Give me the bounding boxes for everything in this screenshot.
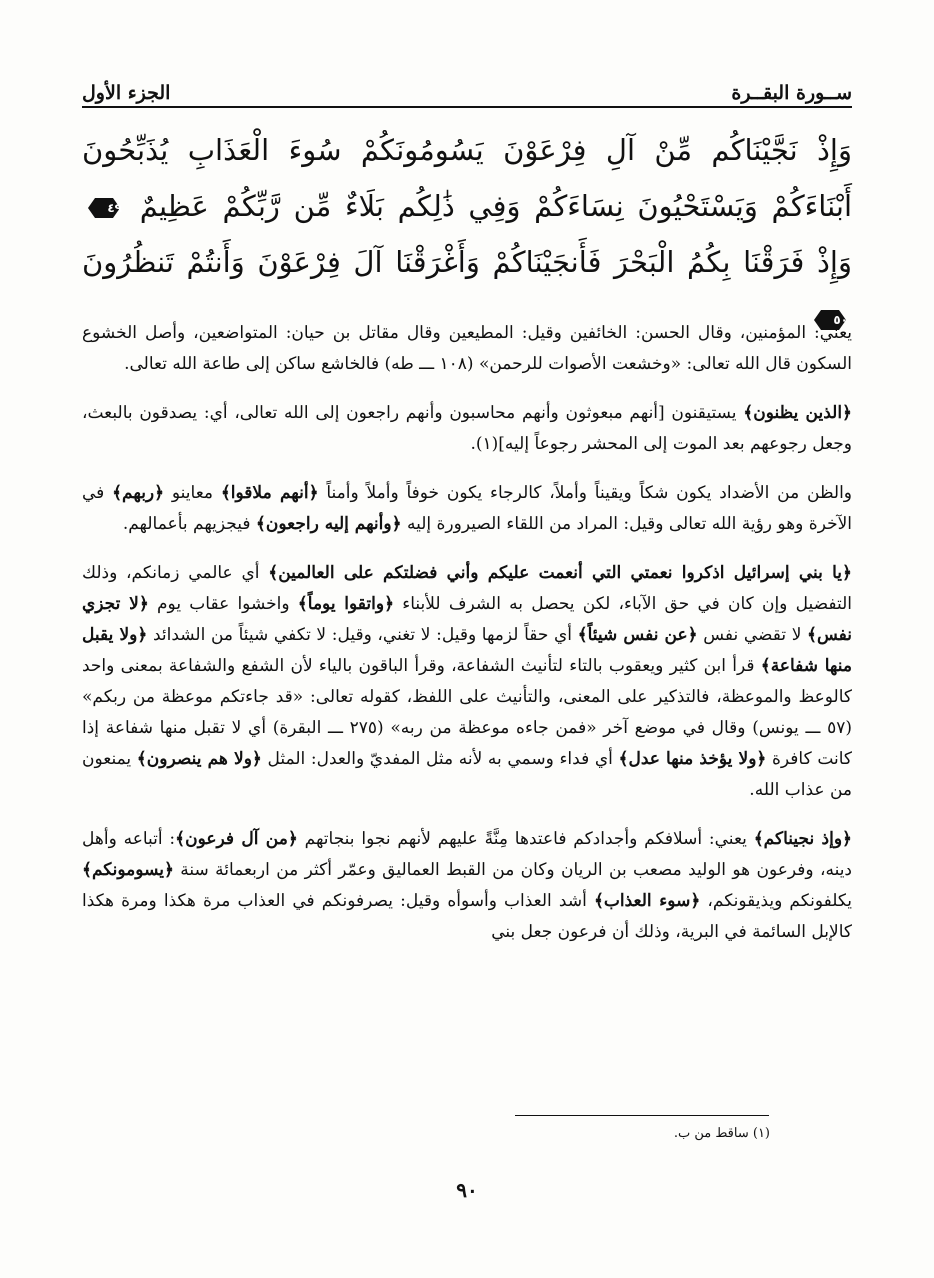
surah-title: ســورة البقــرة [731,82,852,104]
paragraph-zann: والظن من الأضداد يكون شكاً ويقيناً وأملاً، كالرجاء يكون خوفاً وأملاً وأمناً ﴿أنهم ملاقوا﴾ معاينو ﴿ربهم﴾ في الآخرة وهو رؤية الله تعالى وقيل: المراد من اللقاء الصيرورة إليه ﴿وأنهم إليه راجعون﴾ فيجزيهم بأعمالهم. [82,483,853,534]
quran-verses [82,122,852,346]
page-header [82,68,852,104]
footnote-rule [515,1115,769,1116]
header-rule [82,106,852,108]
part-title: الجزء الأول [82,82,171,104]
paragraph-yazunnun: ﴿الذين يظنون﴾ يستيقنون [أنهم مبعوثون وأنهم محاسبون وأنهم راجعون إلى الله تعالى، أي: يصدقون بالبعث، وجعل رجوعهم بعد الموت إلى المحشر رجوعاً إليه](١). [82,403,852,454]
ayah-number: ٤٩ [107,201,122,215]
commentary-body [82,318,852,948]
verse-text-50: وَإِذْ فَرَقْنَا بِكُمُ الْبَحْرَ فَأَنجَيْنَاكُمْ وَأَغْرَقْنَا آلَ فِرْعَوْنَ وَأَنتُمْ تَنظُرُونَ [82,245,852,279]
footnote: (١) ساقط من ب. [673,1126,770,1141]
verse-text-49: وَإِذْ نَجَّيْنَاكُم مِّنْ آلِ فِرْعَوْنَ يَسُومُونَكُمْ سُوءَ الْعَذَابِ يُذَبِّحُونَ أَبْنَاءَكُمْ وَيَسْتَحْيُونَ نِسَاءَكُمْ وَفِي ذَٰلِكُم بَلَاءٌ مِّن رَّبِّكُمْ عَظِيمٌ [82,133,852,223]
ayah-number: ٥٠ [833,313,848,327]
ayah-marker-icon [86,196,122,220]
page-number: ٩٠ [456,1178,478,1202]
paragraph-khushu: يعني: المؤمنين، وقال الحسن: الخائفين وقيل: المطيعين وقال مقاتل بن حيان: المتواضعين، وأصل الخشوع السكون قال الله تعالى: «وخشعت الأصوات للرحمن» (١٠٨ ـــ طه) فالخاشع ساكن إلى طاعة الله تعالى. [82,323,852,374]
paragraph-bani-israil: ﴿يا بني إسرائيل اذكروا نعمتي التي أنعمت عليكم وأني فضلتكم على العالمين﴾ أي عالمي زمانكم، وذلك التفضيل وإن كان في حق الآباء، لكن يحصل به الشرف للأبناء ﴿واتقوا يوماً﴾ واخشوا عقاب يوم ﴿لا تجزي نفس﴾ لا تقضي نفس ﴿عن نفس شيئاً﴾ أي حقاً لزمها وقيل: لا تغني، وقيل: لا تكفي شيئاً من الشدائد ﴿ولا يقبل منها شفاعة﴾ قرأ ابن كثير ويعقوب بالتاء لتأنيث الشفاعة، وقرأ الباقون بالياء لأن الشفع والشفاعة بمعنى واحد كالوعظ والموعظة، فالتذكير على المعنى، والتأنيث على اللفظ، كقوله تعالى: «قد جاءتكم موعظة من ربكم» (٥٧ ـــ يونس) وقال في موضع آخر «فمن جاءه موعظة من ربه» (٢٧٥ ـــ البقرة) أي لا تقبل منها شفاعة إذا كانت كافرة ﴿ولا يؤخذ منها عدل﴾ أي فداء وسمي به لأنه مثل المفديّ والعدل: المثل ﴿ولا هم ينصرون﴾ يمنعون من عذاب الله. [82,563,853,800]
paragraph-najjaynakum: ﴿وإذ نجيناكم﴾ يعني: أسلافكم وأجدادكم فاعتدها مِنَّةً عليهم لأنهم نجوا بنجاتهم ﴿من آل فرعون﴾: أتباعه وأهل دينه، وفرعون هو الوليد مصعب بن الريان وكان من القبط العماليق وعمّر أكثر من اربعمائة سنة ﴿يسومونكم﴾ يكلفونكم ويذيقونكم، ﴿سوء العذاب﴾ أشد العذاب وأسوأه وقيل: يصرفونكم في العذاب مرة هكذا ومرة هكذا كالإبل السائمة في البرية، وذلك أن فرعون جعل بني [82,829,853,942]
